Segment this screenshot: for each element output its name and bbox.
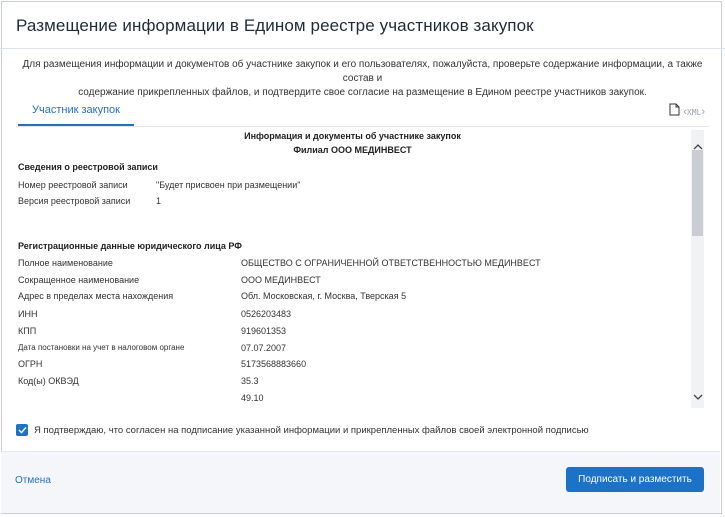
- row-value: "Будет присвоен при размещении": [156, 180, 301, 190]
- checkmark-icon: [18, 426, 27, 434]
- dialog-title: Размещение информации в Едином реестре участников закупок: [16, 16, 534, 35]
- scrollbar-thumb[interactable]: [692, 150, 703, 236]
- row-value: 0526203483: [241, 309, 292, 319]
- consent-row[interactable]: [16, 424, 589, 436]
- row-value: Обл. Московская, г. Москва, Тверская 5: [241, 291, 407, 301]
- cancel-button[interactable]: Отмена: [15, 475, 51, 486]
- document-heading-1: Информация и документы об участнике закупок: [244, 131, 461, 141]
- header-divider: [0, 48, 725, 49]
- xml-icon[interactable]: ‹ XML ›: [683, 106, 705, 118]
- document-content[interactable]: [15, 129, 690, 409]
- document-heading-2: Филиал ООО МЕДИНВЕСТ: [293, 145, 412, 155]
- row-value: 1: [156, 196, 162, 206]
- intro-line-1: Для размещения информации и документов об участнике закупок и его пользователях, пожалуйста, проверьте содержание информации, а также состав и: [22, 59, 703, 84]
- sign-and-publish-button[interactable]: Подписать и разместить: [566, 467, 704, 492]
- scroll-up-icon[interactable]: [692, 138, 703, 150]
- document-toolbar: [669, 104, 705, 120]
- document-icon[interactable]: [669, 103, 680, 121]
- consent-checkbox[interactable]: [16, 424, 28, 436]
- row-value: 07.07.2007: [241, 343, 287, 353]
- row-value: ООО МЕДИНВЕСТ: [241, 275, 321, 285]
- row-label: Адрес в пределах места нахождения: [18, 291, 174, 301]
- legal-section-title: Регистрационные данные юридического лица РФ: [18, 241, 242, 251]
- row-label: Полное наименование: [18, 258, 113, 268]
- scroll-down-icon[interactable]: [692, 388, 703, 400]
- row-label: Номер реестровой записи: [18, 180, 128, 190]
- tabs-divider: [16, 126, 709, 127]
- row-value: ОБЩЕСТВО С ОГРАНИЧЕННОЙ ОТВЕТСТВЕННОСТЬЮ МЕДИНВЕСТ: [241, 258, 541, 268]
- row-label: ОГРН: [18, 359, 43, 369]
- row-value: 919601353: [241, 326, 287, 336]
- registry-section-title: Сведения о реестровой записи: [18, 162, 158, 172]
- tab-participant[interactable]: Участник закупок: [18, 98, 134, 126]
- row-value: 5173568883660: [241, 359, 307, 369]
- row-label: Сокращенное наименование: [18, 275, 140, 285]
- row-label: Дата постановки на учет в налоговом органе: [18, 343, 185, 352]
- row-label: КПП: [18, 326, 37, 336]
- intro-line-2: содержание прикрепленных файлов, и подтвердите свое согласие на размещение в Едином реестре участников закупок.: [78, 87, 647, 98]
- intro-text: [14, 58, 711, 100]
- row-value: 35.3: [241, 376, 259, 386]
- row-value: 49.10: [241, 393, 264, 403]
- row-label: ИНН: [18, 309, 38, 319]
- row-label: Код(ы) ОКВЭД: [18, 376, 79, 386]
- row-label: Версия реестровой записи: [18, 196, 131, 206]
- xml-label: XML: [686, 107, 702, 117]
- consent-label: Я подтверждаю, что согласен на подписание указанной информации и прикрепленных файлов своей электронной подписью: [34, 424, 589, 436]
